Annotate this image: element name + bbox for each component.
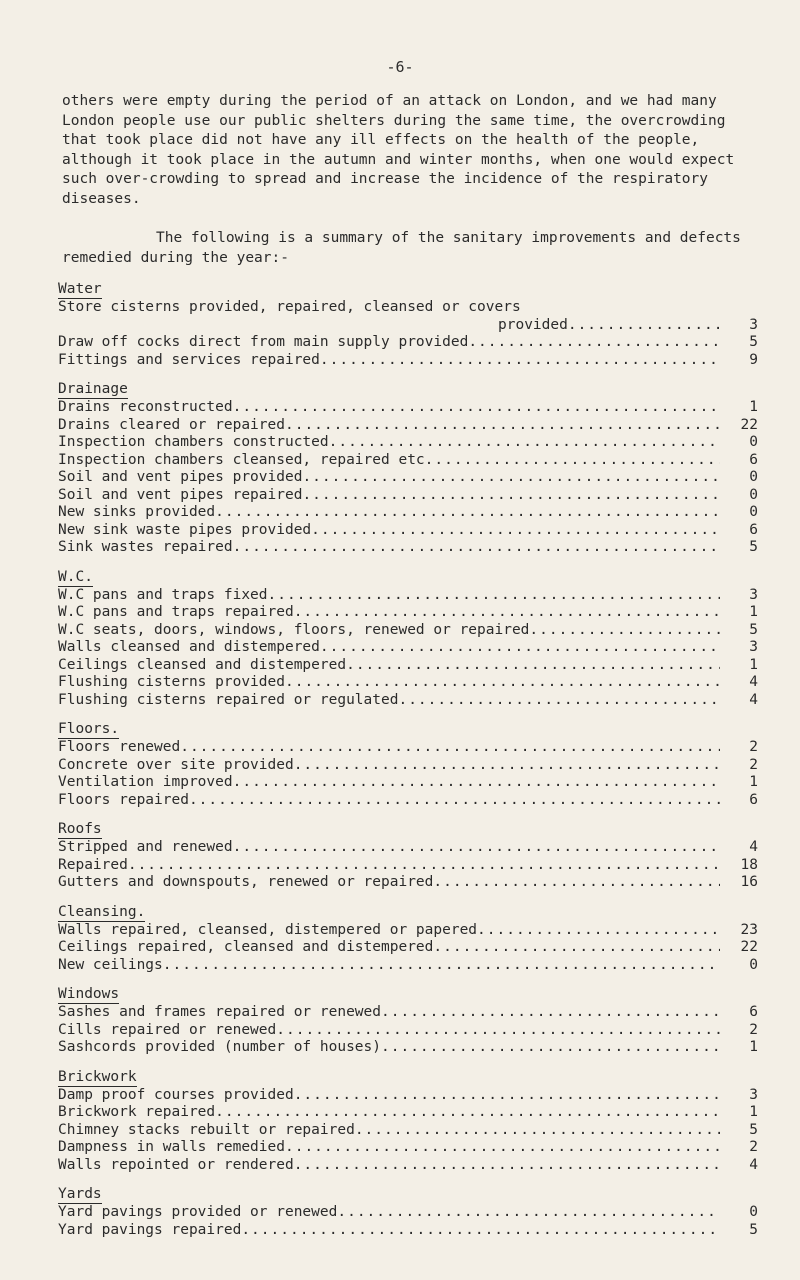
summary-item [58, 399, 758, 417]
dot-leader [285, 1139, 720, 1157]
dot-leader [233, 774, 720, 792]
dot-leader [355, 1122, 720, 1140]
dot-leader [268, 587, 720, 605]
dot-leader [294, 757, 720, 775]
dot-leader [320, 639, 720, 657]
intro-text [62, 92, 752, 268]
summary-item [58, 757, 758, 775]
item-label: Repaired [58, 856, 128, 873]
dot-leader [346, 657, 720, 675]
summary-item [58, 1004, 758, 1022]
summary-section [58, 986, 758, 1057]
dot-leader [433, 874, 720, 892]
summary-item [58, 1157, 758, 1175]
dot-leader [276, 1022, 720, 1040]
item-label: Drains reconstructed [58, 399, 233, 415]
summary-section [58, 381, 758, 557]
dot-leader [329, 434, 720, 452]
dot-leader [568, 317, 720, 335]
summary-item [58, 922, 758, 940]
item-label: Drains cleared or repaired [58, 416, 285, 433]
item-label: Ventilation improved [58, 774, 233, 790]
dot-leader [311, 522, 720, 540]
item-label: W.C pans and traps repaired [58, 604, 294, 620]
summary-section [58, 821, 758, 892]
section-heading: Yards [58, 1186, 102, 1202]
dot-leader [398, 692, 720, 710]
dot-leader [433, 939, 720, 957]
dot-leader [337, 1204, 720, 1222]
summary-item [58, 639, 758, 657]
item-count: 5 [749, 1121, 758, 1138]
summary-item [58, 352, 758, 370]
sanitary-summary [58, 281, 758, 1251]
item-label: Soil and vent pipes repaired [58, 486, 303, 503]
item-label: Walls repaired, cleansed, distempered or papered [58, 921, 478, 938]
item-count: 4 [749, 691, 758, 708]
item-label: New sinks provided [58, 504, 216, 520]
item-count: 5 [749, 621, 758, 638]
item-label: Floors renewed [58, 739, 181, 755]
summary-item [58, 674, 758, 692]
item-count: 4 [749, 674, 758, 690]
item-label: Dampness in walls remedied [58, 1139, 285, 1155]
summary-item [58, 939, 758, 957]
summary-intro-paragraph: The following is a summary of the sanitary improvements and defects remedied during the year:- [62, 230, 741, 266]
summary-item [58, 334, 758, 352]
dot-leader [425, 452, 720, 470]
summary-item [58, 1222, 758, 1240]
item-label: Store cisterns provided, repaired, cleansed or covers [58, 299, 521, 315]
summary-item [58, 739, 758, 757]
summary-item [58, 874, 758, 892]
section-heading: Roofs [58, 821, 102, 837]
summary-item [58, 469, 758, 487]
section-heading: Windows [58, 986, 120, 1002]
summary-item [58, 522, 758, 540]
section-heading: Cleansing. [58, 903, 146, 920]
dot-leader [468, 334, 720, 352]
item-count: 3 [749, 586, 758, 603]
item-count: 0 [749, 1204, 758, 1220]
item-label: Yard pavings repaired [58, 1221, 242, 1238]
item-count: 5 [749, 334, 758, 350]
item-count: 0 [749, 504, 758, 520]
summary-item [58, 299, 758, 334]
item-count: 16 [740, 874, 758, 890]
item-count: 5 [749, 1221, 758, 1238]
summary-item [58, 1104, 758, 1122]
item-count: 1 [749, 774, 758, 790]
intro-paragraph-continued: others were empty during the period of an attack on London, and we had many London people use our public shelters during the same time, the overcrowding that took place did not have any ill effects on the health of the people, although it took place in the autumn and winter months, when one would expect such over-crowding to spread and increase the incidence of the respiratory diseases. [62, 93, 735, 207]
item-label: New sink waste pipes provided [58, 521, 312, 538]
item-label: New ceilings [58, 956, 163, 973]
summary-item [58, 587, 758, 605]
summary-item [58, 957, 758, 975]
item-count: 22 [740, 416, 758, 433]
item-label: Sink wastes repaired [58, 539, 233, 555]
summary-section [58, 281, 758, 369]
dot-leader [302, 469, 720, 487]
summary-item [58, 1087, 758, 1105]
summary-item [58, 1204, 758, 1222]
item-count: 9 [749, 351, 758, 368]
dot-leader [529, 622, 720, 640]
dot-leader [381, 1039, 720, 1057]
summary-item [58, 604, 758, 622]
summary-section [58, 904, 758, 975]
summary-item [58, 1039, 758, 1057]
item-label: Inspection chambers cleansed, repaired etc [58, 451, 425, 468]
section-heading: Floors. [58, 721, 120, 737]
dot-leader [381, 1004, 720, 1022]
summary-item [58, 692, 758, 710]
item-count: 1 [749, 399, 758, 415]
summary-item [58, 434, 758, 452]
item-label: Sashes and frames repaired or renewed [58, 1004, 382, 1020]
item-label: Yard pavings provided or renewed [58, 1204, 338, 1220]
item-count: 0 [749, 956, 758, 973]
item-label: W.C pans and traps fixed [58, 586, 268, 603]
item-label: Flushing cisterns repaired or regulated [58, 691, 399, 708]
dot-leader [285, 417, 720, 435]
item-label: Concrete over site provided [58, 756, 294, 773]
summary-section [58, 721, 758, 809]
dot-leader [302, 487, 720, 505]
summary-item [58, 1139, 758, 1157]
item-count: 2 [749, 739, 758, 755]
item-label: Ceilings repaired, cleansed and distempered [58, 939, 434, 955]
dot-leader [233, 539, 720, 557]
item-count: 0 [749, 434, 758, 450]
item-count: 6 [749, 791, 758, 808]
item-count: 3 [749, 1086, 758, 1103]
summary-item [58, 452, 758, 470]
item-count: 2 [749, 1021, 758, 1038]
item-count: 2 [749, 756, 758, 773]
dot-leader [215, 1104, 720, 1122]
summary-item [58, 417, 758, 435]
summary-item [58, 1122, 758, 1140]
item-count: 1 [749, 656, 758, 673]
summary-section [58, 569, 758, 710]
item-label: Damp proof courses provided [58, 1086, 294, 1103]
item-count: 22 [740, 939, 758, 955]
item-label: Draw off cocks direct from main supply provided [58, 334, 469, 350]
dot-leader [128, 857, 720, 875]
summary-item [58, 774, 758, 792]
item-count: 5 [749, 539, 758, 555]
section-heading: Brickwork [58, 1068, 137, 1085]
summary-item [58, 1022, 758, 1040]
dot-leader [215, 504, 720, 522]
dot-leader [241, 1222, 720, 1240]
dot-leader [163, 957, 720, 975]
item-label: Gutters and downspouts, renewed or repaired [58, 874, 434, 890]
item-count: 3 [749, 639, 758, 655]
summary-item [58, 857, 758, 875]
item-label: Flushing cisterns provided [58, 674, 285, 690]
item-count: 23 [740, 921, 758, 938]
item-count: 1 [749, 1104, 758, 1120]
dot-leader [189, 792, 720, 810]
item-label: Walls repointed or rendered [58, 1156, 294, 1173]
item-label: Walls cleansed and distempered [58, 639, 320, 655]
summary-item [58, 792, 758, 810]
dot-leader [233, 839, 720, 857]
item-label: Soil and vent pipes provided [58, 469, 303, 485]
item-label: Brickwork repaired [58, 1104, 216, 1120]
section-heading: W.C. [58, 568, 93, 585]
summary-item [58, 839, 758, 857]
item-count: 18 [740, 856, 758, 873]
item-count: 3 [749, 316, 758, 333]
item-label: Sashcords provided (number of houses) [58, 1039, 382, 1055]
item-label: W.C seats, doors, windows, floors, renewed or repaired [58, 621, 530, 638]
summary-section [58, 1069, 758, 1175]
item-count: 6 [749, 1004, 758, 1020]
item-count: 6 [749, 451, 758, 468]
item-label: Stripped and renewed [58, 839, 233, 855]
item-count: 1 [749, 1039, 758, 1055]
item-count: 2 [749, 1139, 758, 1155]
item-label: Floors repaired [58, 791, 189, 808]
dot-leader [294, 1087, 720, 1105]
dot-leader [180, 739, 720, 757]
page-number: -6- [386, 58, 414, 76]
item-count: 4 [749, 839, 758, 855]
item-count: 4 [749, 1156, 758, 1173]
dot-leader [320, 352, 720, 370]
summary-item [58, 504, 758, 522]
item-count: 0 [749, 469, 758, 485]
dot-leader [294, 1157, 720, 1175]
item-count: 6 [749, 521, 758, 538]
item-label: Cills repaired or renewed [58, 1021, 277, 1038]
dot-leader [285, 674, 720, 692]
section-heading: Drainage [58, 381, 128, 397]
item-count: 1 [749, 604, 758, 620]
summary-item [58, 657, 758, 675]
item-count: 0 [749, 486, 758, 503]
summary-item [58, 539, 758, 557]
item-label: Fittings and services repaired [58, 351, 320, 368]
dot-leader [477, 922, 720, 940]
dot-leader [294, 604, 720, 622]
item-label: Chimney stacks rebuilt or repaired [58, 1121, 355, 1138]
summary-item [58, 487, 758, 505]
dot-leader [233, 399, 720, 417]
summary-item [58, 622, 758, 640]
item-label: Inspection chambers constructed [58, 434, 329, 450]
item-label: Ceilings cleansed and distempered [58, 656, 347, 673]
section-heading: Water [58, 281, 102, 297]
item-label-continued: provided [498, 316, 568, 333]
summary-section [58, 1186, 758, 1239]
